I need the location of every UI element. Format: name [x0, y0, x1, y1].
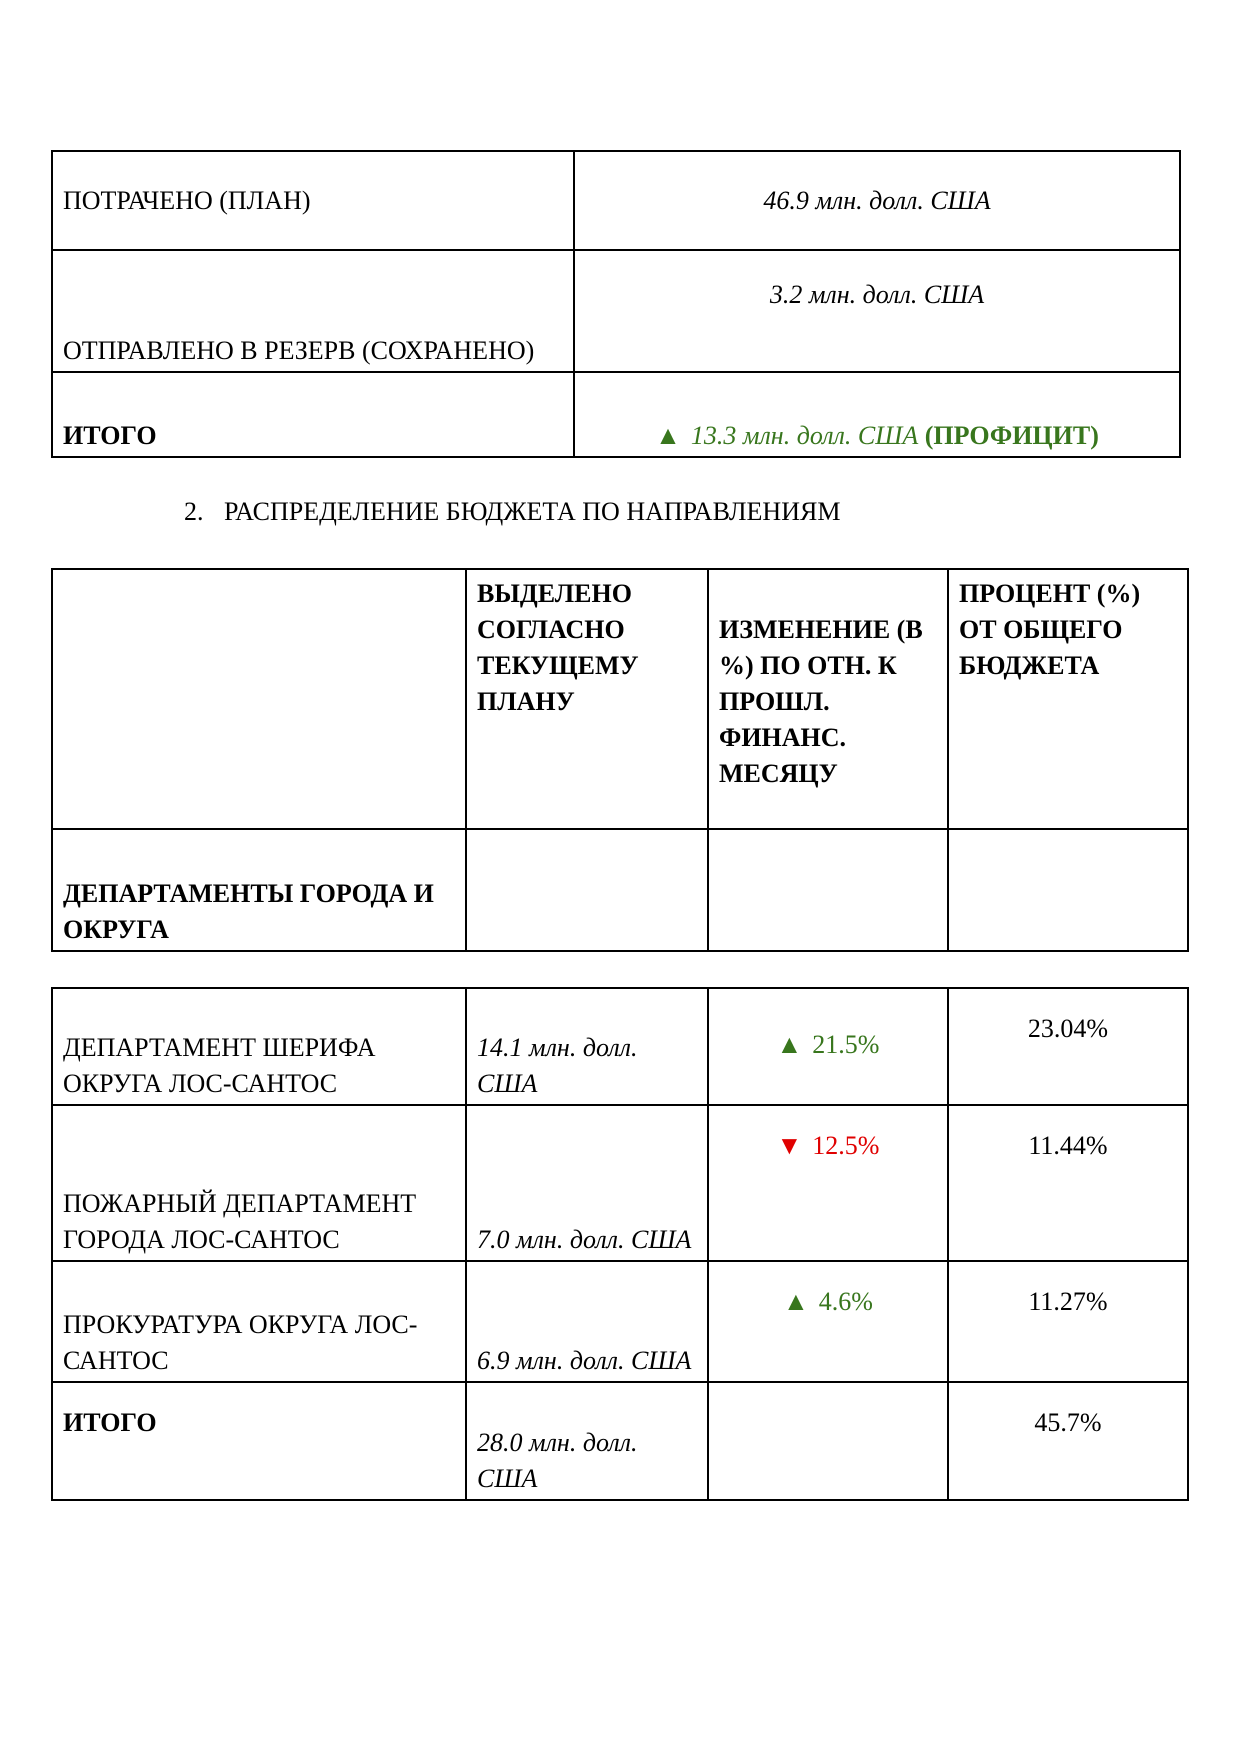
budget-header-table — [51, 568, 1189, 952]
group-label: ДЕПАРТАМЕНТЫ ГОРОДА И ОКРУГА — [52, 829, 466, 951]
dept-share: 11.27% — [948, 1261, 1188, 1382]
section-title: РАСПРЕДЕЛЕНИЕ БЮДЖЕТА ПО НАПРАВЛЕНИЯМ — [224, 497, 841, 526]
total-change — [708, 1382, 948, 1500]
table-row — [52, 1261, 1188, 1382]
trend-up-icon — [783, 1287, 873, 1316]
empty-cell — [948, 829, 1188, 951]
dept-share: 23.04% — [948, 988, 1188, 1105]
summary-total-suffix: (ПРОФИЦИТ) — [924, 421, 1099, 450]
dept-change — [708, 1105, 948, 1261]
total-share: 45.7% — [948, 1382, 1188, 1500]
empty-cell — [708, 829, 948, 951]
dept-allocated: 6.9 млн. долл. США — [466, 1261, 708, 1382]
dept-allocated: 7.0 млн. долл. США — [466, 1105, 708, 1261]
table-row — [52, 372, 1180, 457]
summary-label-spent: ПОТРАЧЕНО (ПЛАН) — [52, 151, 574, 250]
header-allocated: ВЫДЕЛЕНО СОГЛАСНО ТЕКУЩЕМУ ПЛАНУ — [466, 569, 708, 829]
summary-value-spent: 46.9 млн. долл. США — [574, 151, 1180, 250]
table-row — [52, 250, 1180, 372]
summary-label-reserve: ОТПРАВЛЕНО В РЕЗЕРВ (СОХРАНЕНО) — [52, 250, 574, 372]
header-share: ПРОЦЕНТ (%) ОТ ОБЩЕГО БЮДЖЕТА — [948, 569, 1188, 829]
header-cell-empty — [52, 569, 466, 829]
dept-allocated: 14.1 млн. долл. США — [466, 988, 708, 1105]
table-header-row — [52, 569, 1188, 829]
dept-name: ПРОКУРАТУРА ОКРУГА ЛОС-САНТОС — [52, 1261, 466, 1382]
table-row — [52, 829, 1188, 951]
header-change: ИЗМЕНЕНИЕ (В %) ПО ОТН. К ПРОШЛ. ФИНАНС. МЕСЯЦУ — [708, 569, 948, 829]
summary-value-total — [574, 372, 1180, 457]
section-heading — [184, 494, 840, 530]
summary-label-total: ИТОГО — [52, 372, 574, 457]
dept-change-value: 4.6% — [818, 1287, 873, 1316]
dept-name: ПОЖАРНЫЙ ДЕПАРТАМЕНТ ГОРОДА ЛОС-САНТОС — [52, 1105, 466, 1261]
summary-table — [51, 150, 1181, 458]
section-number: 2. — [184, 497, 204, 526]
table-row — [52, 988, 1188, 1105]
total-label: ИТОГО — [52, 1382, 466, 1500]
budget-table — [51, 987, 1189, 1501]
dept-change-value: 12.5% — [812, 1131, 880, 1160]
table-row — [52, 151, 1180, 250]
empty-cell — [466, 829, 708, 951]
trend-up-icon — [777, 1030, 880, 1059]
dept-change-value: 21.5% — [812, 1030, 880, 1059]
dept-change — [708, 1261, 948, 1382]
trend-up-icon-total — [655, 421, 918, 450]
table-row — [52, 1105, 1188, 1261]
summary-value-reserve: 3.2 млн. долл. США — [574, 250, 1180, 372]
table-total-row — [52, 1382, 1188, 1500]
dept-change — [708, 988, 948, 1105]
dept-share: 11.44% — [948, 1105, 1188, 1261]
summary-total-amount: 13.3 млн. долл. США — [690, 421, 919, 450]
dept-name: ДЕПАРТАМЕНТ ШЕРИФА ОКРУГА ЛОС-САНТОС — [52, 988, 466, 1105]
trend-down-icon — [777, 1131, 880, 1160]
total-allocated: 28.0 млн. долл. США — [466, 1382, 708, 1500]
